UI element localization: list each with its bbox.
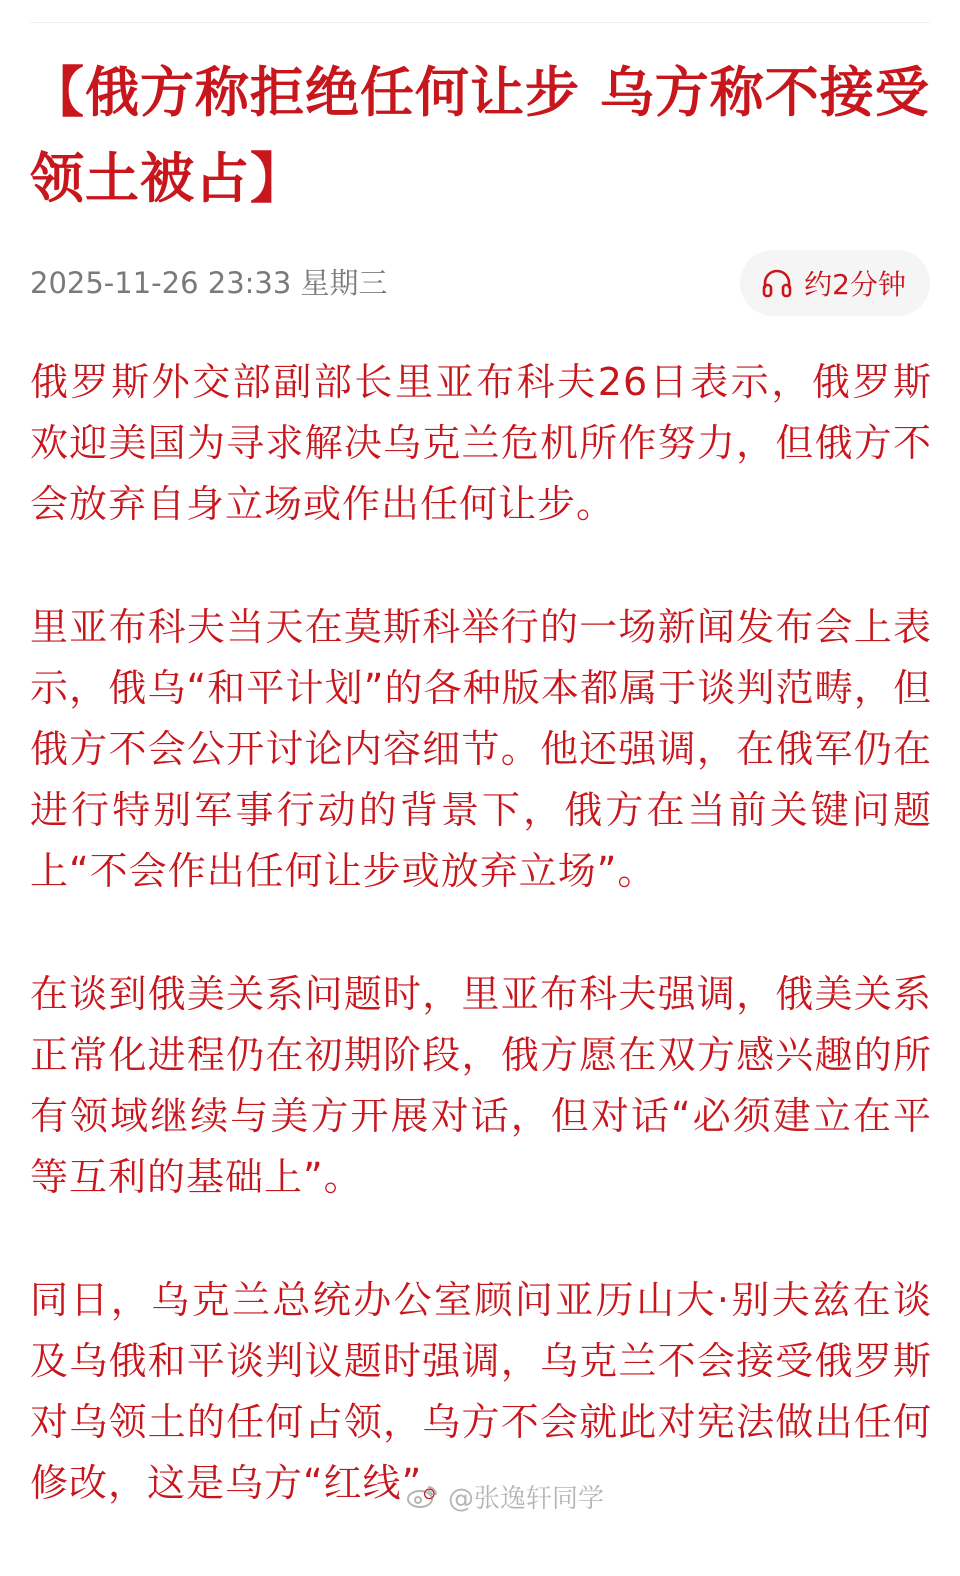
- headphones-icon: [760, 266, 794, 300]
- article-title: 【俄方称拒绝任何让步 乌方称不接受领土被占】: [30, 61, 930, 210]
- article-body: [30, 352, 932, 1576]
- listen-duration-label: 约2分钟: [804, 268, 906, 301]
- weibo-icon: [406, 1483, 440, 1509]
- article-paragraph: 在谈到俄美关系问题时，里亚布科夫强调，俄美关系正常化进程仍在初期阶段，俄方愿在双方感兴趣的所有领域继续与美方开展对话，但对话“必须建立在平等互利的基础上”。: [30, 972, 932, 1199]
- article-meta-row: [30, 250, 930, 316]
- article-paragraph: 俄罗斯外交部副部长里亚布科夫26日表示，俄罗斯欢迎美国为寻求解决乌克兰危机所作努力，但俄方不会放弃自身立场或作出任何让步。: [30, 360, 932, 526]
- top-edge-divider: [30, 0, 930, 23]
- article-paragraph: 同日，乌克兰总统办公室顾问亚历山大·别夫兹在谈及乌俄和平谈判议题时强调，乌克兰不会接受俄罗斯对乌领土的任何占领，乌方不会就此对宪法做出任何修改，这是乌方“红线”。: [30, 1278, 932, 1505]
- weibo-watermark: [406, 1476, 604, 1516]
- watermark-text: @张逸轩同学: [448, 1483, 605, 1514]
- listen-audio-button[interactable]: [740, 250, 930, 316]
- publish-datetime: 2025-11-26 23:33 星期三: [30, 266, 388, 300]
- article-paragraph: 里亚布科夫当天在莫斯科举行的一场新闻发布会上表示，俄乌“和平计划”的各种版本都属于谈判范畴，但俄方不会公开讨论内容细节。他还强调，在俄军仍在进行特别军事行动的背景下，俄方在当前关键问题上“不会作出任何让步或放弃立场”。: [30, 605, 932, 893]
